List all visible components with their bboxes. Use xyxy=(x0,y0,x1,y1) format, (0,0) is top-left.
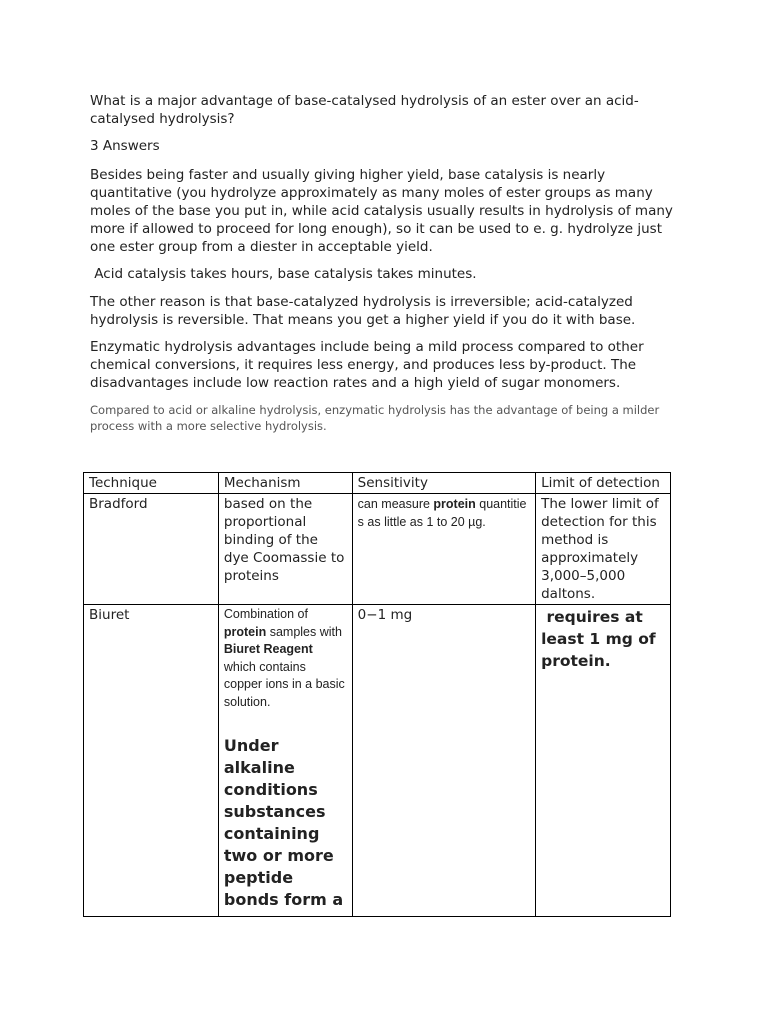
bradford-technique: Bradford xyxy=(84,494,219,605)
header-technique: Technique xyxy=(84,473,219,494)
bradford-sensitivity-bold: protein xyxy=(433,497,476,511)
header-sensitivity: Sensitivity xyxy=(352,473,535,494)
biuret-limit-text: requires at least 1 mg of protein. xyxy=(541,608,662,670)
bradford-sensitivity-post: quantities as little as 1 to 20 µg. xyxy=(357,497,527,529)
biuret-limit xyxy=(536,605,671,917)
answer-paragraph-2: Acid catalysis takes hours, base catalysis takes minutes. xyxy=(90,266,477,282)
table-header-row xyxy=(84,473,671,494)
table-row xyxy=(84,605,671,917)
question-text: What is a major advantage of base-catalysed hydrolysis of an ester over an acid-catalysed hydrolysis? xyxy=(90,93,639,127)
protein-assay-table xyxy=(83,472,671,917)
bradford-mechanism: based on the proportional binding of the dye Coomassie to proteins xyxy=(218,494,352,605)
answer-paragraph-4: Enzymatic hydrolysis advantages include being a mild process compared to other chemical conversions, it requires less energy, and produces less by-product. The disadvantages include low reaction rates and a high yield of sugar monomers. xyxy=(90,339,644,391)
biuret-mechanism-2: samples with xyxy=(266,624,342,639)
biuret-mechanism-large: Under alkaline conditions substances containing two or more peptide bonds form a xyxy=(223,736,344,909)
biuret-mechanism-3: which contains copper ions in a basic solution. xyxy=(223,659,345,709)
biuret-sensitivity: 0−1 mg xyxy=(352,605,535,917)
answer-paragraph-3: The other reason is that base-catalyzed hydrolysis is irreversible; acid-catalyzed hydrolysis is reversible. That means you get a higher yield if you do it with base. xyxy=(90,294,636,328)
answer-paragraph-1: Besides being faster and usually giving higher yield, base catalysis is nearly quantitative (you hydrolyze approximately as many moles of ester groups as many moles of the base you put in, while acid catalysis usually results in hydrolysis of many more if allowed to proceed for long enough), so it can be used to e. g. hydrolyze just one ester group from a diester in acceptable yield. xyxy=(90,167,673,255)
bradford-sensitivity-pre: can measure xyxy=(357,497,434,511)
table-row xyxy=(84,494,671,605)
bradford-limit: The lower limit of detection for this method is approximately 3,000–5,000 daltons. xyxy=(536,494,671,605)
answers-count: 3 Answers xyxy=(90,138,160,154)
bradford-sensitivity xyxy=(352,494,535,605)
biuret-mechanism xyxy=(218,605,352,917)
biuret-technique: Biuret xyxy=(84,605,219,917)
biuret-mechanism-bold-1: protein xyxy=(223,624,267,639)
header-limit: Limit of detection xyxy=(536,473,671,494)
answer-paragraph-5: Compared to acid or alkaline hydrolysis, enzymatic hydrolysis has the advantage of being a milder process with a more selective hydrolysis. xyxy=(90,403,660,433)
header-mechanism: Mechanism xyxy=(218,473,352,494)
biuret-mechanism-1: Combination of xyxy=(223,607,308,621)
biuret-mechanism-bold-2: Biuret Reagent xyxy=(223,642,313,656)
